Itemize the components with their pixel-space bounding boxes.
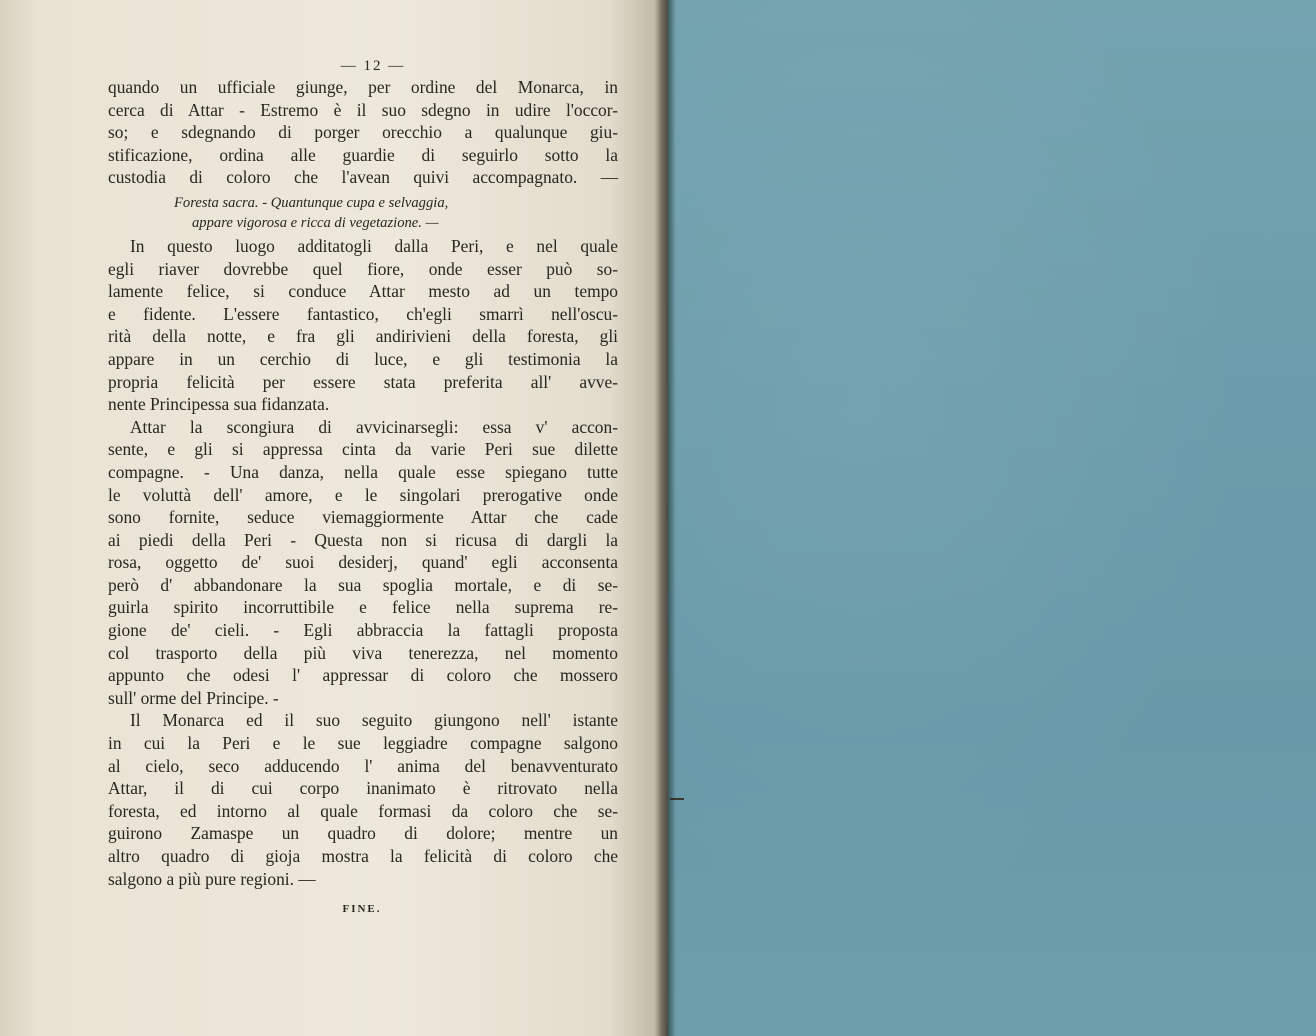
text-line: e fidente. L'essere fantastico, ch'egli smarrì nell'oscu- — [108, 303, 618, 324]
text-line: appunto che odesi l' appressar di coloro che mossero — [108, 665, 618, 686]
text-line: lamente felice, si conduce Attar mesto ad un tempo — [108, 281, 618, 302]
text-line: ai piedi della Peri - Questa non si ricusa di dargli la — [108, 529, 618, 550]
paragraph-2 — [108, 235, 618, 416]
text-line: Attar, il di cui corpo inanimato è ritrovato nella — [108, 778, 618, 799]
text-line: salgono a più pure regioni. — — [108, 868, 316, 889]
stage-line: appare vigorosa e ricca di vegetazione. — — [192, 214, 439, 231]
text-line: guirono Zamaspe un quadro di dolore; mentre un — [108, 823, 618, 844]
text-line: rità della notte, e fra gli andirivieni della foresta, gli — [108, 326, 618, 347]
paragraph-4 — [108, 709, 618, 890]
margin-mark — [670, 798, 684, 800]
text-line: foresta, ed intorno al quale formasi da coloro che se- — [108, 800, 618, 821]
blue-cover-page — [668, 0, 1316, 1036]
text-line: appare in un cerchio di luce, e gli testimonia la — [108, 348, 618, 369]
text-line: al cielo, seco adducendo l' anima del benavventurato — [108, 755, 618, 776]
text-line: custodia di coloro che l'avean quivi accompagnato. — — [108, 167, 618, 188]
text-line: sente, e gli si appressa cinta da varie Peri sue dilette — [108, 439, 618, 460]
text-line: rosa, oggetto de' suoi desiderj, quand' egli acconsenta — [108, 552, 618, 573]
stage-line: Foresta sacra. - Quantunque cupa e selvaggia, — [174, 194, 449, 211]
text-line: cerca di Attar - Estremo è il suo sdegno in udire l'occor- — [108, 99, 618, 120]
text-line: col trasporto della più viva tenerezza, nel momento — [108, 642, 618, 663]
page-number: — 12 — — [340, 58, 406, 74]
page-text — [108, 56, 618, 921]
text-line: compagne. - Una danza, nella quale esse spiegano tutte — [108, 461, 618, 482]
text-line: quando un ufficiale giunge, per ordine del Monarca, in — [108, 77, 618, 97]
text-line: però d' abbandonare la sua spoglia mortale, e di se- — [108, 574, 618, 595]
paragraph-3 — [108, 416, 618, 710]
text-line: nente Principessa sua fidanzata. — [108, 394, 330, 415]
paragraph-1 — [108, 76, 618, 189]
text-line: altro quadro di gioja mostra la felicità di coloro che — [108, 846, 618, 866]
text-line: sono fornite, seduce viemaggiormente Attar che cade — [108, 507, 618, 528]
text-line: Attar la scongiura di avvicinarsegli: essa v' accon- — [130, 416, 618, 437]
text-line: le voluttà dell' amore, e le singolari prerogative onde — [108, 484, 618, 505]
text-line: propria felicità per essere stata preferita all' avve- — [108, 371, 618, 392]
text-line: In questo luogo additatogli dalla Peri, e nel quale — [130, 235, 618, 256]
text-line: stificazione, ordina alle guardie di seguirlo sotto la — [108, 144, 618, 165]
text-line: sull' orme del Principe. - — [108, 687, 279, 708]
end-mark: FINE. — [342, 903, 382, 916]
text-line: Il Monarca ed il suo seguito giungono nell' istante — [130, 710, 618, 731]
stage-direction — [108, 193, 618, 233]
text-line: in cui la Peri e le sue leggiadre compagne salgono — [108, 733, 618, 754]
text-line: so; e sdegnando di porger orecchio a qualunque giu- — [108, 122, 618, 143]
text-line: guirla spirito incorruttibile e felice nella suprema re- — [108, 597, 618, 618]
text-line: egli riaver dovrebbe quel fiore, onde esser può so- — [108, 258, 618, 279]
text-line: gione de' cieli. - Egli abbraccia la fattagli proposta — [108, 620, 618, 641]
